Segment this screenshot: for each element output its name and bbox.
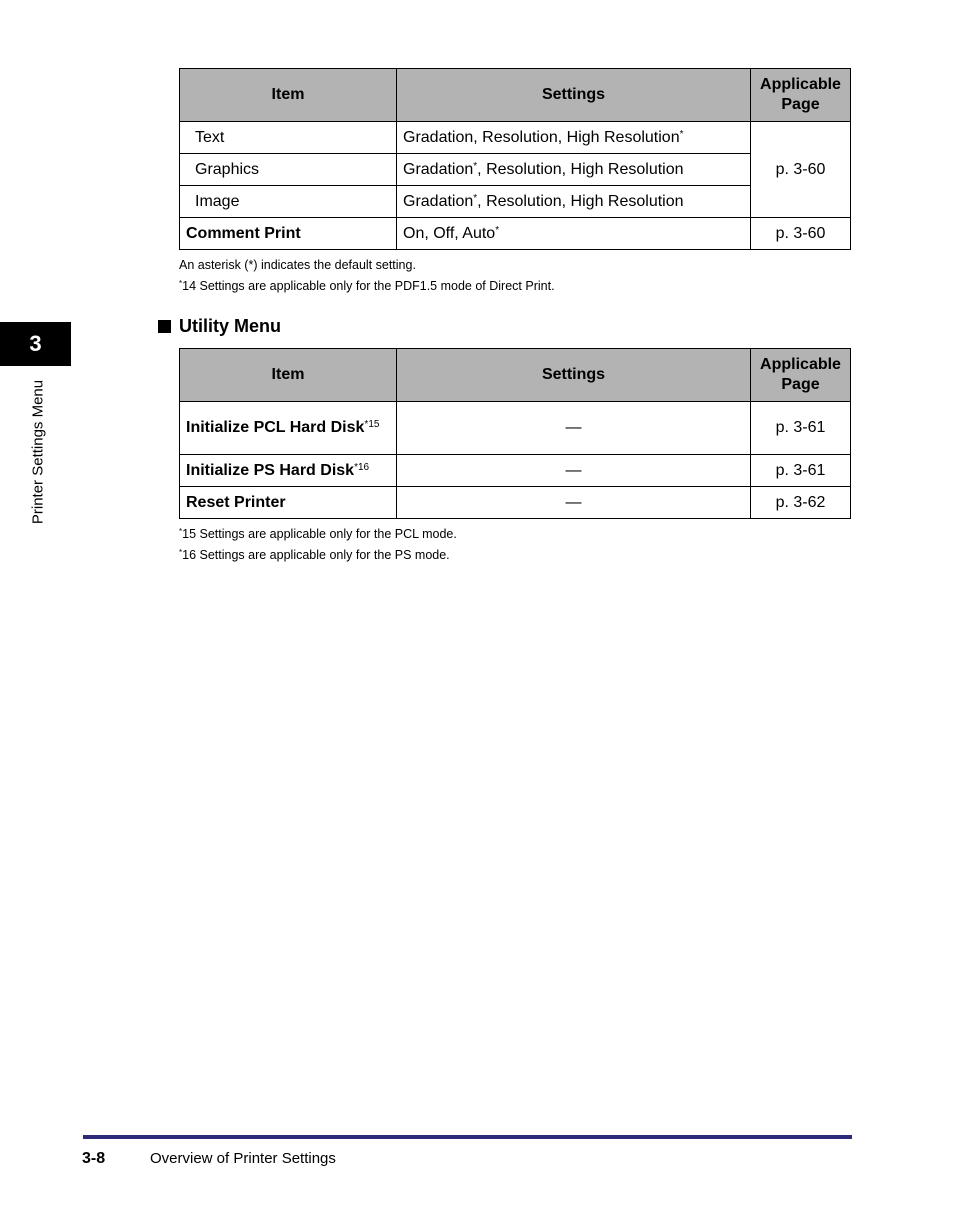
table-row [180, 402, 851, 455]
settings-text: Gradation, Resolution, High Resolution [403, 128, 680, 146]
footnote-15 [179, 527, 457, 541]
settings-text: On, Off, Auto [403, 224, 496, 242]
item-cell [180, 455, 397, 487]
default-mark: * [679, 128, 684, 140]
header-applicable-page: Applicable Page [751, 69, 851, 122]
settings-cell: — [397, 402, 751, 455]
page-cell: p. 3-61 [751, 455, 851, 487]
item-text: Initialize PS Hard Disk [186, 461, 355, 479]
header-settings: Settings [397, 69, 751, 122]
header-applicable-page: Applicable Page [751, 349, 851, 402]
settings-cell: — [397, 455, 751, 487]
page-cell: p. 3-61 [751, 402, 851, 455]
footnote-mark: * [179, 548, 183, 557]
page-cell: p. 3-62 [751, 487, 851, 519]
item-cell: Image [180, 186, 397, 218]
page-cell: p. 3-60 [751, 122, 851, 218]
footnote-14 [179, 279, 555, 293]
chapter-side-label: Printer Settings Menu [29, 379, 47, 525]
settings-cell [397, 154, 751, 186]
section-heading [158, 316, 281, 337]
item-cell: Text [180, 122, 397, 154]
page-cell: p. 3-60 [751, 218, 851, 250]
settings-cell: — [397, 487, 751, 519]
settings-cell [397, 186, 751, 218]
table-header-row [180, 69, 851, 122]
default-mark: * [473, 160, 478, 172]
footnote-text: 15 Settings are applicable only for the PCL mode. [182, 527, 457, 541]
settings-text: , Resolution, High Resolution [477, 192, 684, 210]
default-mark: * [495, 224, 500, 236]
item-text: Initialize PCL Hard Disk [186, 419, 365, 436]
settings-cell [397, 218, 751, 250]
chapter-number-tab [0, 322, 71, 366]
settings-text: , Resolution, High Resolution [477, 160, 684, 178]
page-number: 3-8 [82, 1150, 106, 1167]
item-cell [180, 402, 397, 455]
item-cell: Comment Print [180, 218, 397, 250]
default-setting-note: An asterisk (*) indicates the default setting. [179, 258, 416, 272]
table-header-row [180, 349, 851, 402]
footnote-mark: * [179, 527, 183, 536]
header-item: Item [180, 69, 397, 122]
footnote-mark: *16 [354, 461, 370, 473]
item-cell: Graphics [180, 154, 397, 186]
table-row [180, 122, 851, 154]
table-row [180, 218, 851, 250]
chapter-number: 3 [29, 331, 42, 356]
item-cell: Reset Printer [180, 487, 397, 519]
table-row [180, 455, 851, 487]
footer-title: Overview of Printer Settings [150, 1150, 336, 1167]
table-row [180, 154, 851, 186]
utility-menu-table [179, 348, 851, 519]
footnote-mark: *15 [364, 419, 380, 430]
section-title: Utility Menu [179, 316, 281, 336]
table-row [180, 487, 851, 519]
settings-text: Gradation [403, 160, 474, 178]
footnote-text: 14 Settings are applicable only for the PDF1.5 mode of Direct Print. [182, 279, 555, 293]
header-item: Item [180, 349, 397, 402]
settings-cell [397, 122, 751, 154]
default-mark: * [473, 192, 478, 204]
square-bullet-icon [158, 320, 171, 333]
settings-text: Gradation [403, 192, 474, 210]
footnote-16 [179, 548, 450, 562]
footer-rule [83, 1135, 852, 1139]
footnote-text: 16 Settings are applicable only for the PS mode. [182, 548, 450, 562]
settings-table [179, 68, 851, 250]
table-row [180, 186, 851, 218]
footnote-mark: * [179, 279, 183, 288]
header-settings: Settings [397, 349, 751, 402]
